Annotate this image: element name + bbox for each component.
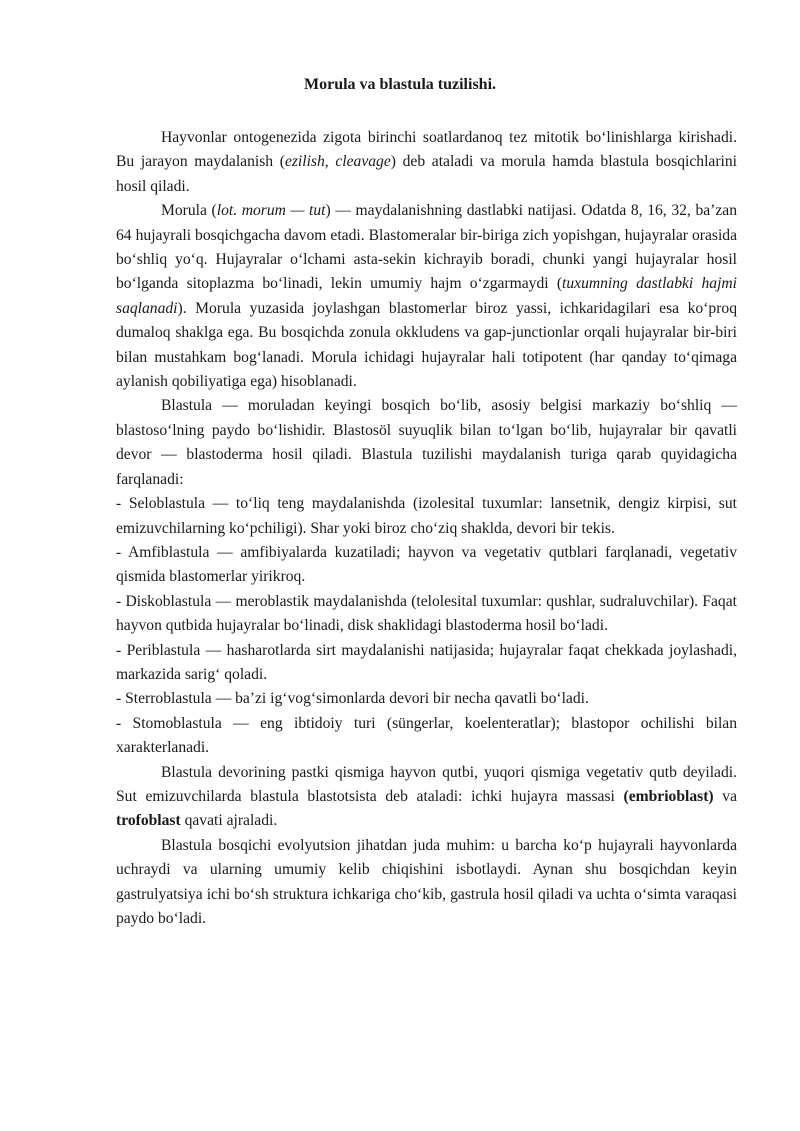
list-item: - Diskoblastula — meroblastik maydalanishda (telolesital tuxumlar: qushlar, sudraluvchilar). Faqat hayvon qutbida hujayralar bo‘linadi, disk shaklidagi blastoderma hosil bo‘ladi. [116, 592, 737, 635]
bold-term: trofoblast [116, 812, 181, 830]
paragraph-text: ). Morula yuzasida joylashgan blastomerlar biroz yassi, ichkaridagilari esa ko‘proq dumaloq shaklga ega. Bu bosqichda zonula okkludens va gap-junctionlar orqali hujayralar bir-biri bilan mustahkam bog‘lanadi. Morula ichidagi hujayralar hali totipotent (har qanday to‘qimaga aylanish qobiliyatiga ega) hisoblanadi. [116, 299, 737, 391]
list-item: - Amfiblastula — amfibiyalarda kuzatiladi; hayvon va vegetativ qutblari farqlanadi, vegetativ qismida blastomerlar yirikroq. [116, 543, 737, 586]
document-body [116, 126, 737, 931]
page-title: Morula va blastula tuzilishi. [303, 76, 497, 93]
italic-term: tuxumning dastlabki hajmi saqlanadi [116, 275, 737, 317]
paragraph-blastula: Blastula — moruladan keyingi bosqich bo‘lib, asosiy belgisi markaziy bo‘shliq — blastoso‘lning paydo bo‘lishidir. Blastosöl suyuqlik bilan to‘lgan bo‘lib, hujayralar bir qavatli devor — blastoderma hosil qiladi. Blastula tuzilishi maydalanish turiga qarab quyidagicha farqlanadi: [116, 397, 737, 488]
italic-term: ezilish, cleavage [284, 153, 391, 171]
paragraph-text: ) — maydalanishning dastlabki natijasi. Odatda 8, 16, 32, ba’zan 64 hujayrali bosqichgacha davom etadi. Blastomeralar bir-biriga zich yopishgan, hujayralar orasida bo‘shliq yo‘q. Hujayralar o‘lchami asta-sekin kichrayib boradi, chunki yangi hujayralar hosil bo‘lganda sitoplazma bo‘linadi, lekin umumiy hajm o‘zgarmaydi ( [116, 202, 737, 293]
list-item: - Periblastula — hasharotlarda sirt maydalanishi natijasida; hujayralar faqat chekkada joylashadi, markazida sarig‘ qoladi. [116, 641, 737, 683]
list-item: - Seloblastula — to‘liq teng maydalanishda (izolesital tuxumlar: lansetnik, dengiz kirpisi, sut emizuvchilarning ko‘pchiligi). Shar yoki biroz cho‘ziq shaklda, devori bir tekis. [116, 495, 737, 537]
paragraph-text: ) deb ataladi va morula hamda blastula bosqichlarini hosil qiladi. [116, 153, 737, 195]
italic-term: lot. morum — tut [216, 202, 326, 220]
bold-term: (embrioblast) [623, 787, 714, 805]
paragraph-intro [116, 126, 737, 199]
list-item: - Stomoblastula — eng ibtidoiy turi (süngerlar, koelenteratlar); blastopor ochilishi bilan xarakterlanadi. [116, 714, 737, 757]
paragraph-text: Hayvonlar ontogenezida zigota birinchi soatlardanoq tez mitotik bo‘linishlarga kirishadi. Bu jarayon maydalanish ( [116, 129, 737, 171]
paragraph-text: Blastula devorining pastki qismiga hayvon qutbi, yuqori qismiga vegetativ qutb deyiladi. Sut emizuvchilarda blastula blastotsista deb ataladi: ichki hujayra massasi [116, 763, 737, 805]
paragraph-text: qavati ajraladi. [180, 812, 278, 830]
paragraph-text: Morula ( [161, 202, 217, 220]
paragraph-text: va [713, 787, 737, 805]
list-item: - Sterroblastula — ba’zi ig‘vog‘simonlarda devori bir necha qavatli bo‘ladi. [116, 690, 589, 708]
paragraph-poles [116, 761, 737, 834]
paragraph-evolution: Blastula bosqichi evolyutsion jihatdan juda muhim: u barcha ko‘p hujayrali hayvonlarda uchraydi va ularning umumiy kelib chiqishini isbotlaydi. Aynan shu bosqichdan keyin gastrulyatsiya ichi bo‘sh struktura ichkariga cho‘kib, gastrula hosil qiladi va uchta o‘simta varaqasi paydo bo‘ladi. [116, 836, 737, 927]
paragraph-morula [116, 199, 737, 394]
